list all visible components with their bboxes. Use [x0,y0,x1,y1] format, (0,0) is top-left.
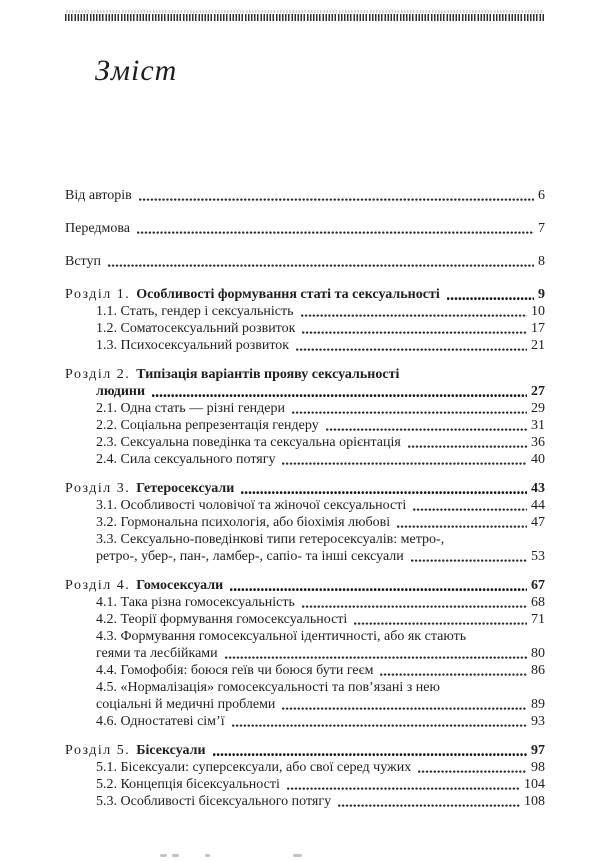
section-entry [96,514,545,531]
toc-entry-label: 4.2. Теорії формування гомосексуальності [96,612,348,627]
section-entry-continuation [96,645,545,662]
dot-leader [326,427,527,431]
page-number: 8 [538,254,545,269]
chapter-title: Типізація варіантів прояву сексуальності [136,367,400,382]
toc-entry-label: 1.3. Психосексуальний розвиток [96,338,290,353]
section-entry [96,713,545,730]
dot-leader [282,461,527,465]
chapter-title: Гетеросексуали [136,481,235,496]
section-entry [96,628,545,645]
page-number: 6 [538,188,545,203]
page-number: 97 [531,743,545,758]
dot-leader [137,230,534,234]
dot-leader [302,330,527,334]
toc-list [65,187,545,810]
chapter-heading [65,577,545,594]
section-entry [96,320,545,337]
chapter-title: Гомосексуали [136,578,224,593]
toc-entry-label: 2.1. Одна стать — різні гендери [96,401,286,416]
dot-leader [232,723,527,727]
section-entry [96,417,545,434]
section-entry-continuation [96,696,545,713]
page-number: 31 [531,418,545,433]
clipped-text-fragment [160,854,167,857]
dot-leader [296,347,527,351]
toc-entry-label: 4.6. Одностатеві сім’ї [96,714,225,729]
clipped-next-line [0,854,600,861]
section-entry [96,434,545,451]
page-number: 53 [531,549,545,564]
front-matter-entry [65,220,545,237]
chapter-heading [65,286,545,303]
chapter-number-prefix: Розділ 5. [65,743,131,758]
clipped-text-fragment [293,854,302,857]
toc-entry-label: 1.1. Стать, гендер і сексуальність [96,304,294,319]
dot-leader [413,507,527,511]
toc-entry-label: Від авторів [65,188,132,203]
dot-leader [213,752,527,756]
page-number: 29 [531,401,545,416]
section-entry [96,594,545,611]
toc-entry-label: 5.1. Бісексуали: суперсексуали, або свої серед чужих [96,760,412,775]
chapter-block [65,366,545,468]
page-number: 40 [531,452,545,467]
page-number: 17 [531,321,545,336]
dot-leader [408,444,527,448]
section-entry [96,400,545,417]
chapter-number-prefix: Розділ 3. [65,481,131,496]
toc-entry-label: ретро-, убер-, пан-, ламбер-, сапіо- та інші сексуали [96,549,404,564]
chapter-heading [65,742,545,759]
clipped-text-fragment [172,854,179,857]
chapter-title: Особливості формування статі та сексуальності [136,287,440,302]
toc-entry-label: 3.3. Сексуально-поведінкові типи гетеросексуалів: метро-, [96,532,445,547]
dot-leader [230,587,527,591]
chapter-title: людини [96,384,146,399]
toc-entry-label: 2.3. Сексуальна поведінка та сексуальна орієнтація [96,435,401,450]
section-entry [96,776,545,793]
section-entry [96,303,545,320]
chapter-heading [65,480,545,497]
chapter-number-prefix: Розділ 1. [65,287,131,302]
page-number: 36 [531,435,545,450]
chapter-number-prefix: Розділ 2. [65,367,131,382]
page-number: 80 [531,646,545,661]
dot-leader [108,263,534,267]
page-number: 93 [531,714,545,729]
toc-entry-label: 3.2. Гормональна психологія, або біохімія любові [96,515,391,530]
toc-entry-label: 4.1. Така різна гомосексуальність [96,595,295,610]
dot-leader [354,621,527,625]
section-entry [96,759,545,776]
page-number: 21 [531,338,545,353]
section-entry [96,679,545,696]
page-number: 108 [524,794,545,809]
clipped-text-fragment [205,854,210,857]
toc-entry-label: 3.1. Особливості чоловічої та жіночої сексуальності [96,498,407,513]
toc-entry-label: 5.2. Концепція бісексуальності [96,777,280,792]
page-title: Зміст [95,54,178,87]
page-number: 44 [531,498,545,513]
section-entry [96,611,545,628]
toc-entry-label: соціальні й медичні проблеми [96,697,276,712]
section-entry [96,497,545,514]
toc-entry-label: 4.5. «Нормалізація» гомосексуальності та пов’язані з нею [96,680,440,695]
decorative-tick-border [65,14,545,21]
dot-leader [418,769,527,773]
dot-leader [301,313,528,317]
section-entry [96,531,545,548]
dot-leader [447,296,534,300]
section-entry [96,793,545,810]
page-number: 27 [531,384,545,399]
chapter-block [65,577,545,730]
page-number: 71 [531,612,545,627]
dot-leader [397,524,527,528]
toc-entry-label: 4.3. Формування гомосексуальної ідентичності, або як стають [96,629,467,644]
page-number: 86 [531,663,545,678]
section-entry [96,662,545,679]
section-entry [96,451,545,468]
toc-entry-label: 2.4. Сила сексуального потягу [96,452,276,467]
chapter-heading-continuation [96,383,545,400]
chapter-title: Бісексуали [136,743,206,758]
page-number: 68 [531,595,545,610]
page-number: 7 [538,221,545,236]
toc-entry-label: 5.3. Особливості бісексуального потягу [96,794,332,809]
section-entry-continuation [96,548,545,565]
dot-leader [338,803,520,807]
page-number: 47 [531,515,545,530]
toc-entry-label: геями та лесбійками [96,646,218,661]
chapter-heading [65,366,545,383]
dot-leader [139,197,534,201]
chapter-block [65,480,545,565]
page-number: 67 [531,578,545,593]
toc-entry-label: Вступ [65,254,101,269]
dot-leader [292,410,527,414]
page-number: 43 [531,481,545,496]
toc-entry-label: 2.2. Соціальна репрезентація гендеру [96,418,319,433]
toc-entry-label: 4.4. Гомофобія: боюся геїв чи боюся бути геєм [96,663,374,678]
page-number: 89 [531,697,545,712]
page-number: 98 [531,760,545,775]
dot-leader [380,672,527,676]
dot-leader [411,558,527,562]
page-number: 10 [531,304,545,319]
book-page [0,14,600,861]
page-number: 104 [524,777,545,792]
dot-leader [302,604,527,608]
dot-leader [152,393,527,397]
chapter-number-prefix: Розділ 4. [65,578,131,593]
chapter-block [65,742,545,810]
toc-entry-label: 1.2. Соматосексуальний розвиток [96,321,296,336]
front-matter-entry [65,253,545,270]
chapter-block [65,286,545,354]
page-number: 9 [538,287,545,302]
dot-leader [225,655,527,659]
dot-leader [241,490,527,494]
dot-leader [287,786,520,790]
section-entry [96,337,545,354]
dot-leader [282,706,527,710]
front-matter-entry [65,187,545,204]
toc-entry-label: Передмова [65,221,130,236]
